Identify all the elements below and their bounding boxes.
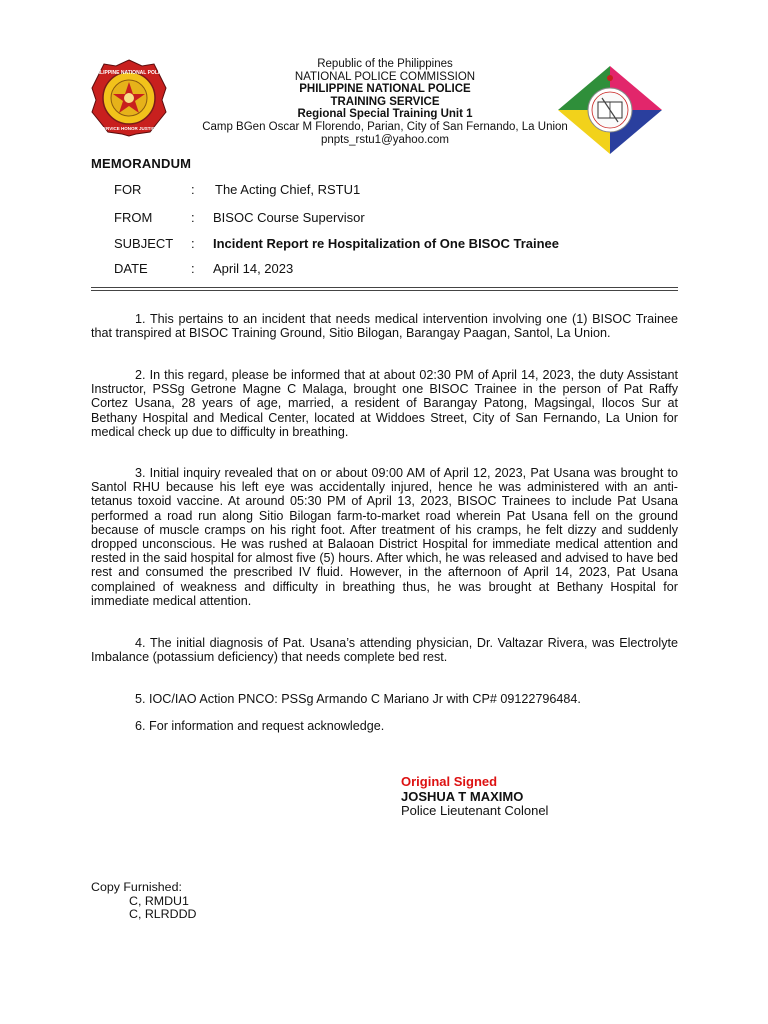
field-colon: :: [191, 210, 195, 225]
letterhead-republic: Republic of the Philippines: [317, 58, 453, 70]
field-colon: :: [191, 182, 195, 197]
seal-bottom-text: SERVICE HONOR JUSTICE: [100, 126, 158, 131]
signature-status: Original Signed: [401, 774, 498, 789]
field-label: FROM: [114, 210, 153, 225]
letterhead-pnp: PHILIPPINE NATIONAL POLICE: [299, 83, 471, 96]
letterhead-napolcom: NATIONAL POLICE COMMISSION: [294, 70, 476, 83]
memo-title: MEMORANDUM: [91, 156, 192, 171]
letterhead: [150, 58, 620, 146]
paragraph-3: [91, 466, 678, 608]
letterhead-email: pnpts_rstu1@yahoo.com: [320, 133, 450, 146]
paragraph-text: 4. The initial diagnosis of Pat. Usana’s attending physician, Dr. Valtazar Rivera, was Electrolyte Imbalance (potassium deficiency) that needs complete bed rest.: [91, 636, 678, 665]
letterhead-unit: Regional Special Training Unit 1: [297, 108, 473, 121]
letterhead-address: Camp BGen Oscar M Florendo, Parian, City of San Fernando, La Union: [202, 120, 568, 133]
copy-furnished-heading: Copy Furnished:: [91, 880, 182, 894]
paragraph-1: [91, 312, 678, 340]
paragraph-text: 2. In this regard, please be informed that at about 02:30 PM of April 14, 2023, the duty Assistant Instructor, PSSg Getrone Magne C Malaga, brought one BISOC Trainee in the person of Pat Raffy Cortez Usana, 28 years of age, married, a resident of Barangay Patong, Magsingal, Ilocos Sur at Bethany Hospital and Medical Center, located at Widdoes Street, City of San Fernando, La Union for medical check up due to difficulty in breathing.: [91, 368, 678, 439]
field-value: BISOC Course Supervisor: [213, 210, 365, 225]
copy-furnished: [91, 881, 196, 922]
field-colon: :: [191, 261, 195, 276]
training-service-seal-icon: [556, 64, 664, 156]
paragraph-6: 6. For information and request acknowledge.: [135, 719, 385, 733]
field-label: SUBJECT: [114, 236, 174, 251]
header-divider-double: [91, 290, 678, 291]
paragraph-4: [91, 636, 678, 664]
copy-furnished-item: C, RLRDDD: [129, 907, 197, 922]
signature-block: [401, 775, 548, 819]
signatory-rank: Police Lieutenant Colonel: [401, 803, 549, 818]
paragraph-text: 1. This pertains to an incident that needs medical intervention involving one (1) BISOC Trainee that transpired at BISOC Training Ground, Sitio Bilogan, Barangay Paagan, Santol, La Union.: [91, 312, 678, 341]
letterhead-training-service: TRAINING SERVICE: [330, 95, 440, 108]
field-value: Incident Report re Hospitalization of One BISOC Trainee: [213, 236, 559, 251]
seal-top-text: PHILIPPINE NATIONAL POLICE: [91, 70, 167, 76]
signatory-name: JOSHUA T MAXIMO: [401, 788, 524, 804]
paragraph-2: [91, 368, 678, 439]
paragraph-text: 3. Initial inquiry revealed that on or about 09:00 AM of April 12, 2023, Pat Usana was brought to Santol RHU because his left eye was accidentally injured, hence he was administered with an anti-tetanus toxoid vaccine. At around 05:30 PM of April 13, 2023, BISOC Trainees to include Pat Usana performed a road run along Sitio Bilogan farm-to-market road wherein Pat Usana fell on the ground because of muscle cramps on his right foot. After treatment of his cramps, he felt dizzy and suddenly dropped unconscious. He was rushed at Balaoan District Hospital for immediate medical attention and rested in the said hospital for almost five (5) hours. After which, he was released and advised to have bed rest and consumed the prescribed IV fluid. However, in the afternoon of April 14, 2023, Pat Usana complained of weakness and difficulty in breathing thus, he was brought at Bethany Hospital for immediate medical attention.: [91, 466, 678, 608]
field-label: DATE: [114, 261, 148, 276]
field-colon: :: [191, 236, 195, 251]
field-value: April 14, 2023: [213, 261, 294, 276]
header-divider: [91, 287, 678, 288]
copy-furnished-item: C, RMDU1: [129, 893, 189, 908]
paragraph-5: 5. IOC/IAO Action PNCO: PSSg Armando C Mariano Jr with CP# 09122796484.: [135, 692, 581, 706]
field-label: FOR: [114, 182, 142, 197]
field-value: The Acting Chief, RSTU1: [215, 182, 361, 197]
